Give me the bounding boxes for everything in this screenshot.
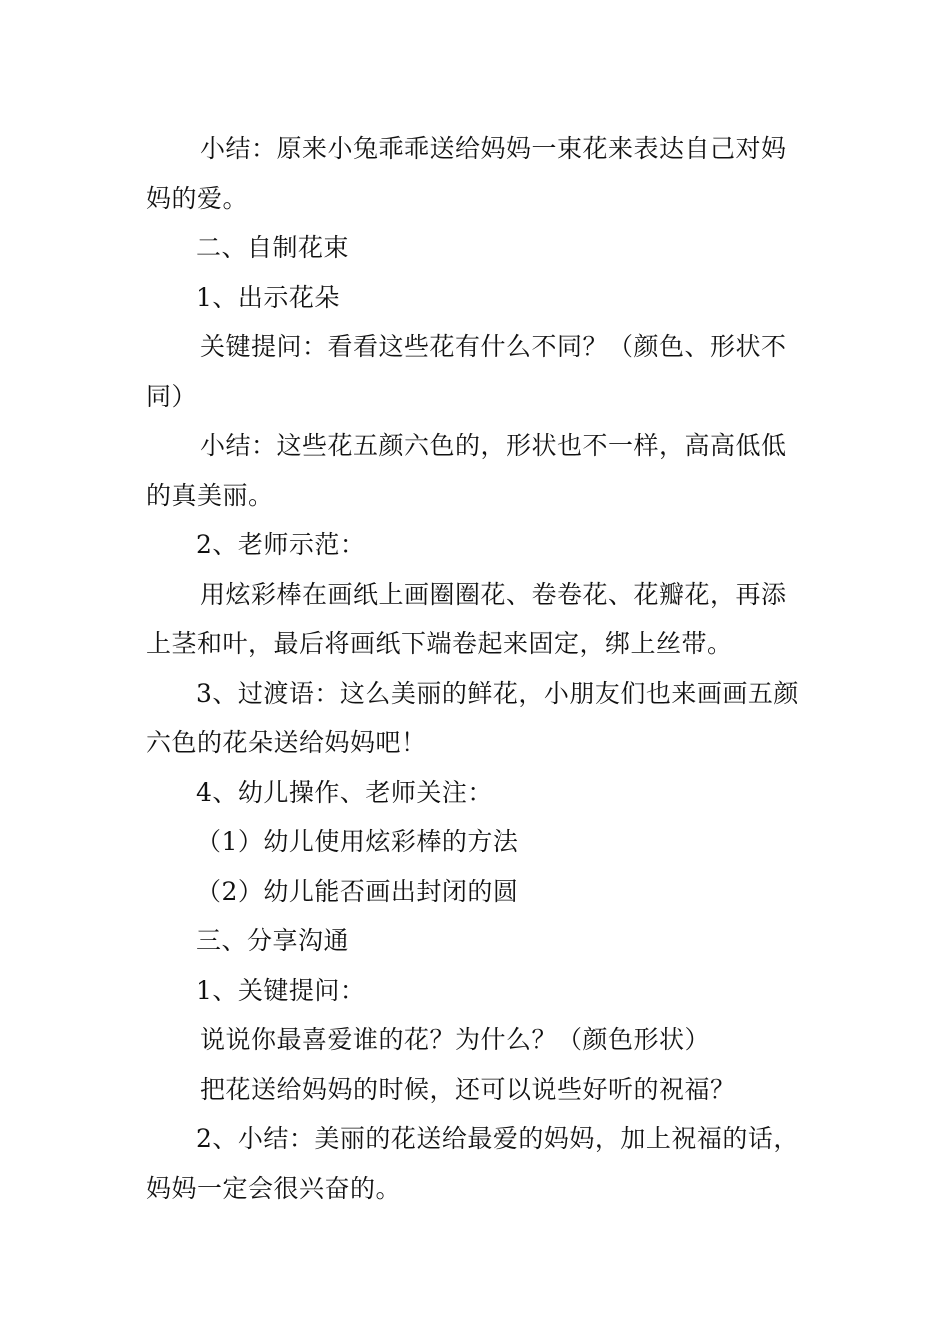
item-transition: 3、过渡语：这么美丽的鲜花，小朋友们也来画画五颜六色的花朵送给妈妈吧！ <box>146 678 799 757</box>
paragraph-key-question: 关键提问：看看这些花有什么不同？（颜色、形状不同） <box>146 332 787 411</box>
paragraph-demo-steps: 用炫彩棒在画纸上画圈圈花、卷卷花、花瓣花，再添上茎和叶，最后将画纸下端卷起来固定，绑上丝带。 <box>146 579 787 658</box>
paragraph-summary-flowers: 小结：这些花五颜六色的，形状也不一样，高高低低的真美丽。 <box>146 431 787 510</box>
heading-section-three: 三、分享沟通 <box>196 926 350 955</box>
heading-section-two: 二、自制花束 <box>196 233 350 262</box>
paragraph-favorite-flower: 说说你最喜爱谁的花？为什么？（颜色形状） <box>200 1025 711 1054</box>
item-child-operation: 4、幼儿操作、老师关注： <box>196 777 493 807</box>
item-final-summary: 2、小结：美丽的花送给最爱的妈妈，加上祝福的话，妈妈一定会很兴奋的。 <box>146 1124 799 1203</box>
paragraph-blessing: 把花送给妈妈的时候，还可以说些好听的祝福？ <box>200 1074 736 1104</box>
document-body <box>146 124 806 1213</box>
paragraph-summary-rabbit: 小结：原来小兔乖乖送给妈妈一束花来表达自己对妈妈的爱。 <box>146 134 787 213</box>
sub-item-two: （2）幼儿能否画出封闭的圆 <box>196 876 519 906</box>
item-teacher-demo: 2、老师示范： <box>196 530 366 559</box>
item-show-flowers: 1、出示花朵 <box>196 282 340 312</box>
sub-item-one: （1）幼儿使用炫彩棒的方法 <box>196 827 519 856</box>
item-key-question: 1、关键提问： <box>196 975 366 1005</box>
